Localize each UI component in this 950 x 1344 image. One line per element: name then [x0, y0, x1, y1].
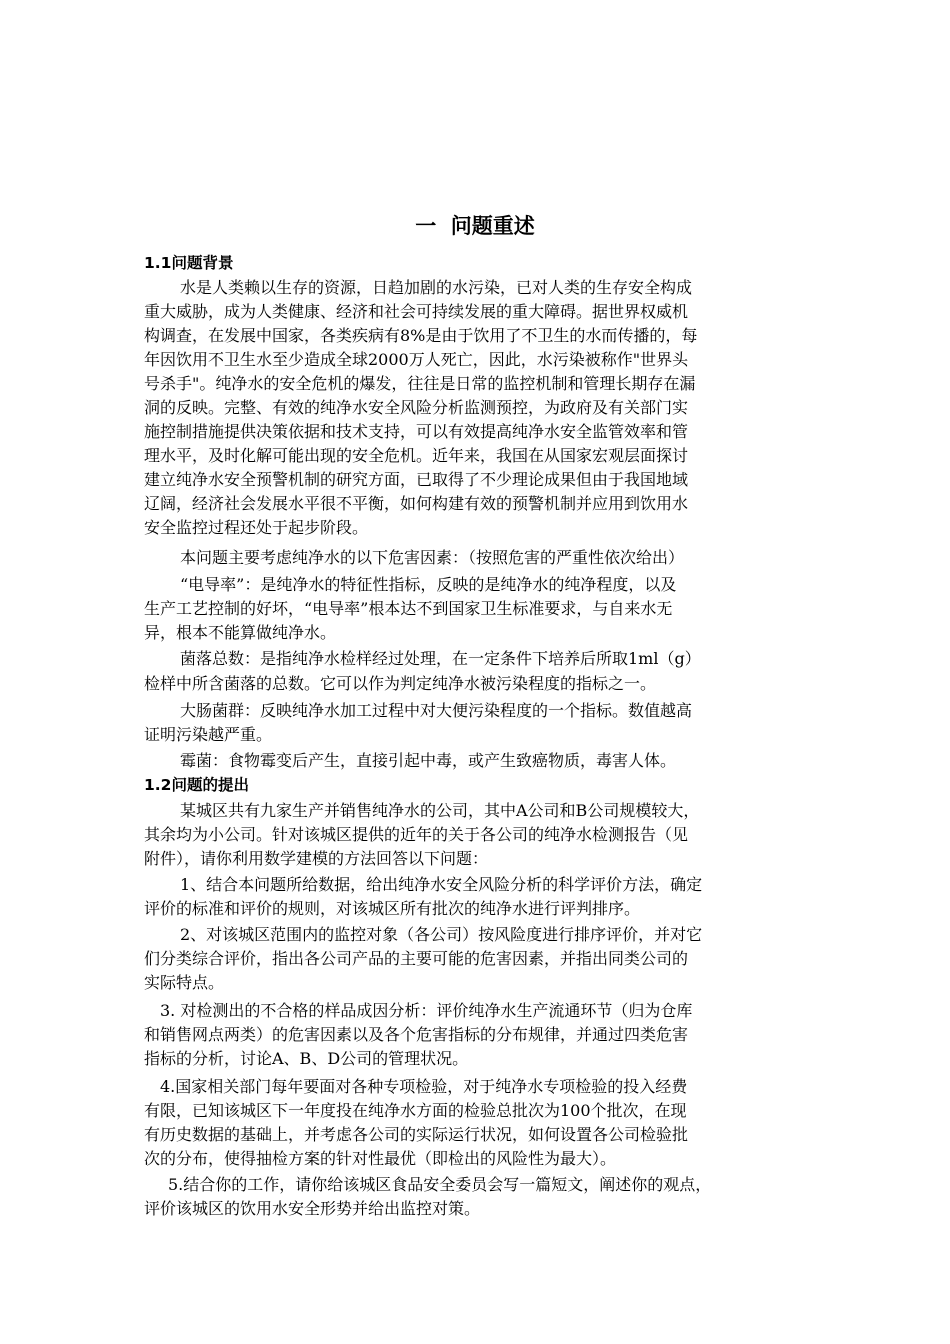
- paragraph-line: 有历史数据的基础上，并考虑各公司的实际运行状况，如何设置各公司检验批: [144, 1125, 689, 1144]
- paragraph-line: 号杀手"。纯净水的安全危机的爆发，往往是日常的监控机制和管理长期存在漏: [144, 374, 696, 393]
- paragraph-line: 次的分布，使得抽检方案的针对性最优（即检出的风险性为最大）。: [144, 1149, 617, 1168]
- section-heading-background: 1.1问题背景: [144, 254, 234, 272]
- paragraph-line: 年因饮用不卫生水至少造成全球2000万人死亡，因此，水污染被称作"世界头: [144, 350, 689, 369]
- page-title: 一 问题重述: [415, 214, 535, 238]
- paragraph-line: 本问题主要考虑纯净水的以下危害因素：（按照危害的严重性依次给出）: [180, 548, 685, 567]
- paragraph-line: 安全监控过程还处于起步阶段。: [144, 518, 369, 537]
- paragraph-line: 施控制措施提供决策依据和技术支持，可以有效提高纯净水安全监管效率和管: [144, 422, 689, 441]
- paragraph-line: 洞的反映。完整、有效的纯净水安全风险分析监测预控，为政府及有关部门实: [144, 398, 689, 417]
- paragraph-line: 附件），请你利用数学建模的方法回答以下问题：: [144, 849, 489, 868]
- paragraph-line: 大肠菌群：反映纯净水加工过程中对大便污染程度的一个指标。数值越高: [180, 701, 693, 720]
- paragraph-line: 证明污染越严重。: [144, 725, 273, 744]
- section-heading-problem: 1.2问题的提出: [144, 776, 249, 794]
- paragraph-line: 1、结合本问题所给数据，给出纯净水安全风险分析的科学评价方法，确定: [180, 875, 703, 894]
- paragraph-line: 检样中所含菌落的总数。它可以作为判定纯净水被污染程度的指标之一。: [144, 674, 657, 693]
- paragraph-line: 们分类综合评价，指出各公司产品的主要可能的危害因素，并指出同类公司的: [144, 949, 689, 968]
- paragraph-line: 评价的标准和评价的规则，对该城区所有批次的纯净水进行评判排序。: [144, 899, 641, 918]
- paragraph-line: 某城区共有九家生产并销售纯净水的公司，其中A公司和B公司规模较大，: [180, 801, 700, 820]
- paragraph-line: “电导率”：是纯净水的特征性指标，反映的是纯净水的纯净程度，以及: [180, 575, 677, 594]
- paragraph-line: 其余均为小公司。针对该城区提供的近年的关于各公司的纯净水检测报告（见: [144, 825, 689, 844]
- paragraph-line: 理水平，及时化解可能出现的安全危机。近年来，我国在从国家宏观层面探讨: [144, 446, 689, 465]
- paragraph-line: 有限，已知该城区下一年度投在纯净水方面的检验总批次为100个批次，在现: [144, 1101, 687, 1120]
- paragraph-line: 异，根本不能算做纯净水。: [144, 623, 337, 642]
- paragraph-line: 重大威胁，成为人类健康、经济和社会可持续发展的重大障碍。据世界权威机: [144, 302, 689, 321]
- paragraph-line: 生产工艺控制的好坏，“电导率”根本达不到国家卫生标准要求，与自来水无: [144, 599, 673, 618]
- paragraph-line: 3. 对检测出的不合格的样品成因分析：评价纯净水生产流通环节（归为仓库: [160, 1001, 693, 1020]
- paragraph-line: 2、对该城区范围内的监控对象（各公司）按风险度进行排序评价，并对它: [180, 925, 703, 944]
- paragraph-line: 建立纯净水安全预警机制的研究方面，已取得了不少理论成果但由于我国地域: [144, 470, 689, 489]
- paragraph-line: 5.结合你的工作，请你给该城区食品安全委员会写一篇短文，阐述你的观点，: [168, 1175, 712, 1194]
- paragraph-line: 实际特点。: [144, 973, 225, 992]
- paragraph-line: 霉菌：食物霉变后产生，直接引起中毒，或产生致癌物质，毒害人体。: [180, 751, 677, 770]
- paragraph-line: 构调查，在发展中国家，各类疾病有8%是由于饮用了不卫生的水而传播的，每: [144, 326, 698, 345]
- paragraph-line: 菌落总数：是指纯净水检样经过处理，在一定条件下培养后所取1ml（g）: [180, 649, 701, 668]
- paragraph-line: 4.国家相关部门每年要面对各种专项检验，对于纯净水专项检验的投入经费: [160, 1077, 688, 1096]
- paragraph-line: 评价该城区的饮用水安全形势并给出监控对策。: [144, 1199, 481, 1218]
- paragraph-line: 指标的分析，讨论A、B、D公司的管理状况。: [144, 1049, 469, 1068]
- paragraph-line: 和销售网点两类）的危害因素以及各个危害指标的分布规律，并通过四类危害: [144, 1025, 689, 1044]
- paragraph-line: 水是人类赖以生存的资源，日趋加剧的水污染，已对人类的生存安全构成: [180, 278, 693, 297]
- paragraph-line: 辽阔，经济社会发展水平很不平衡，如何构建有效的预警机制并应用到饮用水: [144, 494, 689, 513]
